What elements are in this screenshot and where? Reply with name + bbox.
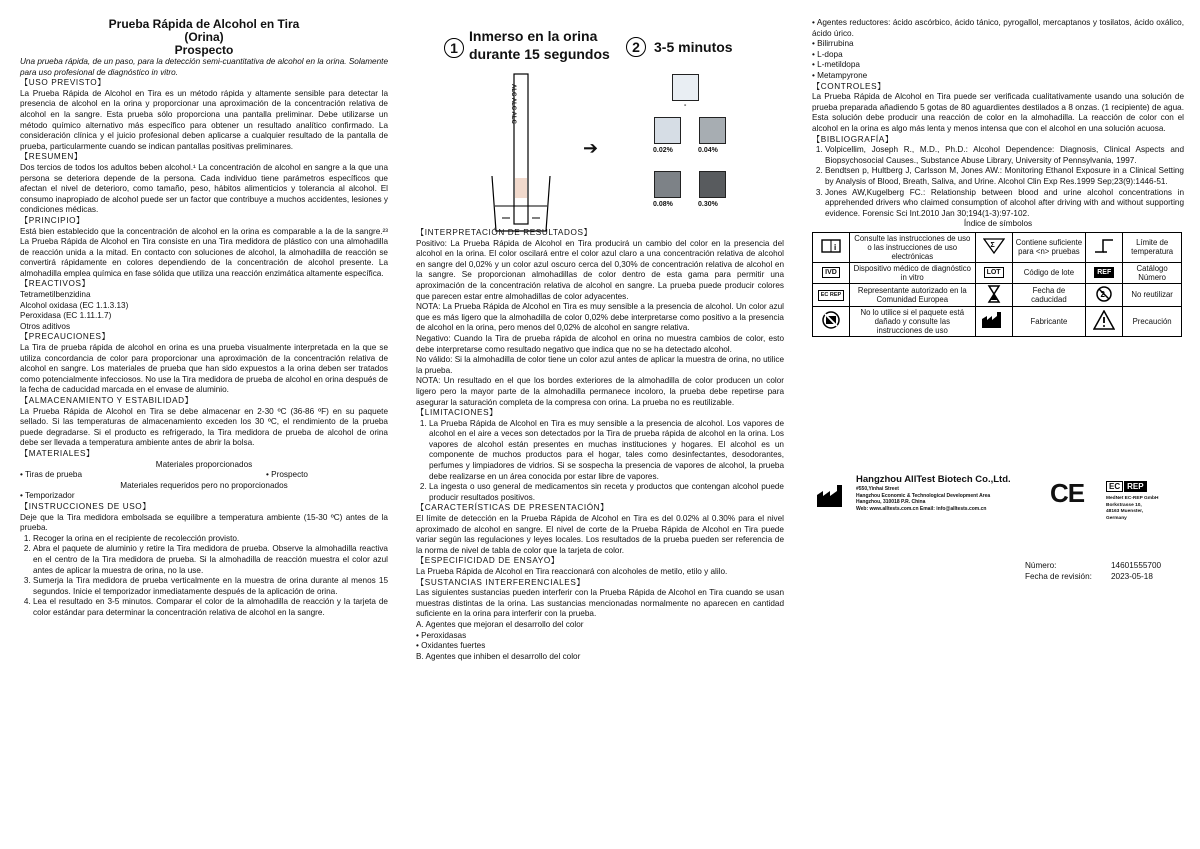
reaction-pad <box>515 178 527 198</box>
material-item: • Temporizador <box>20 491 75 501</box>
symbol-desc: Dispositivo médico de diagnóstico in vitro <box>850 262 976 283</box>
symbol-desc: No lo utilice si el paquete está dañado y consulte las instrucciones de uso <box>850 306 976 336</box>
instrucciones-text: Deje que la Tira medidora embolsada se equilibre a temperatura ambiente (15-30 ºC) antes de la prueba. <box>20 512 388 533</box>
symbol-desc: Código de lote <box>1012 262 1086 283</box>
symbol-desc: No reutilizar <box>1123 283 1182 306</box>
sustancia-item: • Oxidantes fuertes <box>416 641 486 651</box>
strip-cup-drawing <box>488 66 558 246</box>
heading-limitaciones: 【LIMITACIONES】 <box>416 408 498 418</box>
ce-mark: CE <box>1050 478 1085 508</box>
negativo-text: Negativo: Cuando la Tira de prueba rápida de alcohol en orina no muestra cambios de color, esto debe interpretarse como resultado negativo que indica que no se ha detectado alcohol. <box>416 333 784 354</box>
heading-resumen: 【RESUMEN】 <box>20 152 83 162</box>
color-pad-008 <box>654 171 681 198</box>
sustancias-group-b: B. Agentes que inhiben el desarrollo del color <box>416 651 581 661</box>
heading-bibliografia: 【BIBLIOGRAFÍA】 <box>812 134 894 144</box>
number-label: Número: <box>1025 561 1057 570</box>
heading-especificidad: 【ESPECIFICIDAD DE ENSAYO】 <box>416 556 560 566</box>
sustancia-item: • L-dopa <box>812 49 843 59</box>
symbol-desc: Consulte las instrucciones de uso o las instrucciones de uso electrónicas <box>850 232 976 262</box>
heading-principio: 【PRINCIPIO】 <box>20 215 85 225</box>
heading-controles: 【CONTROLES】 <box>812 81 886 91</box>
reactivo-item: Tetrametilbenzidina <box>20 290 91 300</box>
test-strip <box>514 74 528 224</box>
step-item: 1. Recoger la orina en el recipiente de recolección provisto. <box>33 534 388 545</box>
symbols-table <box>812 232 1182 337</box>
damaged-package-icon <box>813 306 850 336</box>
book-icon <box>813 232 850 262</box>
reactivo-item: Otros aditivos <box>20 321 71 331</box>
symbol-desc: Contiene suficiente para <n> pruebas <box>1012 232 1086 262</box>
heading-sustancias: 【SUSTANCIAS INTERFERENCIALES】 <box>416 577 586 587</box>
sustancias-text: Las siguientes sustancias pueden interferir con la Prueba Rápida de Alcohol en Tira cuando se usan muestras distintas de la orina. Las sustancias mencionadas normalmente no aparecen en cantidad suficiente en la orina para interferir con la prueba. <box>416 588 784 619</box>
reductores-text: • Agentes reductores: ácido ascórbico, ácido tánico, pyrogallol, mercaptanos y tosilatos, ácido oxálico, ácido úrico. <box>812 18 1184 38</box>
step-item: 4. Lea el resultado en 3-5 minutos. Comparar el color de la almohadilla de reacción y la tarjeta de color estándar para determinar la concentración relativa de alcohol en la sangre. <box>33 597 388 618</box>
limitacion-item: 1. La Prueba Rápida de Alcohol en Tira es muy sensible a la presencia de alcohol. Los vapores de alcohol en el aire a veces son detectados por la Tira de prueba rápida de alcohol en la orina. Los vapores de alcohol están presentes en muchas instituciones y hogares. El alcohol es un componente de muchos productos para el hogar, tales como desinfectantes, desodorantes, perfumes y limpiadores de vidrios. Si se sospecha la presencia de vapores de alcohol, la prueba debe realizarse en un área conocida por estar libre de vapores. <box>429 419 784 483</box>
caution-icon <box>1086 306 1123 336</box>
ivd-icon: IVD <box>813 262 850 283</box>
color-label-008: 0.08% <box>653 201 673 208</box>
step-item: 2. Abra el paquete de aluminio y retire la Tira medidora de prueba. Observe la almohadilla reactiva en el centro de la Tira medidora de prueba. Si la almohadilla de reacción muestra el color azul antes de aplicar la muestra de orina, no la use. <box>33 544 388 576</box>
doc-type: Prospecto <box>174 43 234 57</box>
color-label-negative: - <box>684 102 687 109</box>
bibliografia-list <box>812 145 1184 219</box>
procedure-figure <box>440 26 770 251</box>
step-item: 3. Sumerja la Tira medidora de prueba verticalmente en la muestra de orina durante al menos 15 segundos. Inicie el temporizador inmediatamente después de la aplicación de orina. <box>33 576 388 597</box>
revision-date-label: Fecha de revisión: <box>1025 572 1092 581</box>
symbol-desc: Precaución <box>1123 306 1182 336</box>
heading-caracteristicas: 【CARACTERÍSTICAS DE PRESENTACIÓN】 <box>416 503 609 513</box>
manufacturer-icon <box>816 484 852 508</box>
color-pad-002 <box>654 117 681 144</box>
manufacturer-icon <box>975 306 1012 336</box>
sustancia-item: • Metampyrone <box>812 70 868 80</box>
ec-rep-icon: EC REP <box>813 283 850 306</box>
doc-title: Prueba Rápida de Alcohol en Tira <box>108 17 300 31</box>
sigma-icon <box>975 232 1012 262</box>
step-2-number: 2 <box>626 37 646 57</box>
heading-precauciones: 【PRECAUCIONES】 <box>20 332 111 342</box>
nota-2-text: NOTA: Un resultado en el que los bordes exteriores de la almohadilla de color producen un color ligero pero la mayor parte de la almohadilla permanece incoloro, la prueba debe repetirse para asegurar la saturación completa de la compresa con orina. La prueba no es reutilizable. <box>416 376 784 407</box>
ref-icon: REF <box>1086 262 1123 283</box>
column-middle <box>416 228 784 662</box>
sigma-glyph: Σ <box>990 242 995 250</box>
limitacion-item: 2. La ingesta o uso general de medicamentos sin receta y productos que contengan alcohol puede producir resultados positivos. <box>429 482 784 503</box>
manufacturer-name: Hangzhou AllTest Biotech Co.,Ltd. <box>856 474 1011 485</box>
symbol-desc: Límite de temperatura <box>1123 232 1182 262</box>
heading-materiales: 【MATERIALES】 <box>20 448 95 458</box>
bib-item: 2. Bendtsen p, Hultberg J, Carlsson M, Jones AW.: Monitoring Ethanol Exposure in a Clinical Setting by Analysis of Blood, Breath, Saliva, and Urine. Alcohol Clin Exp Res.1999 Sep;23(9):1446-51. <box>825 166 1184 187</box>
temperature-limit-icon <box>1086 232 1123 262</box>
symbol-desc: Representante autorizado en la Comunidad Europea <box>850 283 976 306</box>
material-item: • Prospecto <box>265 470 308 480</box>
step-1-line1: Inmerso en la orina <box>469 28 598 44</box>
controles-text: La Prueba Rápida de Alcohol en Tira puede ser verificada cualitativamente usando una solución de prueba preparada añadiendo 5 gotas de 80 aguardientes destilados a 8 onzas. (1 recipiente) de agua. Esta solución debe producir una reacción de color en la almohadilla. La reacción de color con el alcohol en la orina es algo más lenta y menos intensa que con el alcohol en una solución acuosa. <box>812 92 1184 133</box>
manufacturer-block <box>814 474 1184 564</box>
revision-date-value: 2023-05-18 <box>1111 572 1153 581</box>
color-label-002: 0.02% <box>653 147 673 154</box>
materiales-provided-heading: Materiales proporcionados <box>155 459 253 469</box>
steps-list <box>20 534 388 619</box>
heading-uso: 【USO PREVISTO】 <box>20 78 107 88</box>
nota-1-text: NOTA: La Prueba Rápida de Alcohol en Tira es muy sensible a la presencia de alcohol. Un color azul que es más ligero que la almohadilla de color 0,02% debe interpretarse como positivo a la presencia de alcohol en la orina, pero menos del 0,02% de alcohol en sangre relativa. <box>416 302 784 333</box>
column-right <box>812 18 1184 337</box>
materiales-required-heading: Materiales requeridos pero no proporcionados <box>120 480 288 490</box>
hourglass-icon <box>975 283 1012 306</box>
svg-text:2: 2 <box>1100 289 1106 299</box>
ec-rep-block: EC REP MedNet EC-REP GmbH Borkstrasse 10, 48163 Muenster, Germany <box>1106 482 1159 521</box>
sustancia-item: • L-metildopa <box>812 60 860 70</box>
number-value: 14601555700 <box>1111 561 1162 570</box>
no-reuse-icon <box>1086 283 1123 306</box>
heading-interpretacion: 【INTERPRETACIÓN DE RESULTADOS】 <box>416 228 593 237</box>
column-left <box>20 18 388 618</box>
doc-subtitle: (Orina) <box>184 30 224 44</box>
sustancia-item: • Peroxidasas <box>416 630 467 640</box>
symbols-title: Índice de símbolos <box>963 219 1033 229</box>
principio-text: Está bien establecido que la concentración de alcohol en la orina es comparable a la de la sangre.²³ La Prueba Rápida de Alcohol en Tira consiste en una Tira medidora de plástico con una almohadilla de reacción unida a la mitad. En contacto con soluciones de alcohol, la almohadilla de reacción se convertirá rápidamente en colores dependiendo de la concentración de alcohol presente. La almohadilla emplea química en fase sólida que utiliza una reacción enzimática altamente específica. <box>20 226 388 278</box>
color-pad-004 <box>699 117 726 144</box>
uso-text: La Prueba Rápida de Alcohol en Tira es un método rápida y altamente sensible para detectar la presencia de alcohol en la orina y proporcionar una aproximación de la concentración relativa de alcohol en la sangre. Esta prueba sólo proporciona una pantalla preliminar. Debe utilizarse un método químico alternativo más específico para obtener un resultado analítico confirmado. La consideración clínica y el juicio profesional deben aplicarse a cualquier resultado de la pantalla de prueba, particularmente cuando se indican pantallas positivas preliminares. <box>20 88 388 151</box>
arrow-icon: ➔ <box>583 138 599 158</box>
precauciones-text: La Tira de prueba rápida de alcohol en orina es una prueba visualmente interpretada en la que se utiliza concordancia de color para proporcionar una aproximación de la concentración relativa de alcohol en sangre. Los materiales de prueba que han sido expuestos a la orina deben ser tratados como potencialmente infecciosos. No use la Tira medidora de prueba de alcohol en orina después de la fecha de caducidad marcada en el envase de aluminio. <box>20 343 388 395</box>
heading-instrucciones: 【INSTRUCCIONES DE USO】 <box>20 501 152 511</box>
color-label-030: 0.30% <box>698 201 718 208</box>
intro-text: Una prueba rápida, de un paso, para la detección semi-cuantitativa de alcohol en la orina. Solamente para uso profesional de diagnóstico in vitro. <box>20 57 388 77</box>
manufacturer-address: #550,Yinhai Street Hangzhou Economic & Technological Development Area Hangzhou, 310018 P.R. China Web: www.alltests.com.cn Email: info@alltests.com.cn <box>856 486 991 512</box>
limitaciones-list <box>416 419 784 504</box>
sustancias-group-a: A. Agentes que mejoran el desarrollo del color <box>416 619 584 629</box>
especificidad-text: La Prueba Rápida de Alcohol en Tira reaccionará con alcoholes de metilo, etilo y alilo. <box>416 567 728 576</box>
heading-almacenamiento: 【ALMACENAMIENTO Y ESTABILIDAD】 <box>20 396 194 405</box>
color-pad-030 <box>699 171 726 198</box>
resumen-text: Dos tercios de todos los adultos beben alcohol.¹ La concentración de alcohol en sangre a la que una persona se deteriora depende de la persona. Cada individuo tiene parámetros específicos que afectan el nivel de deterioro, como tamaño, peso, hábitos alimenticios y tolerancia al alcohol. El consumo inapropiado de alcohol puede ser un factor que contribuye a muchos accidentes, lesiones y condiciones médicas. <box>20 162 388 215</box>
no-valido-text: No válido: Si la almohadilla de color tiene un color azul antes de aplicar la muestra de orina, no utilice la prueba. <box>416 355 784 375</box>
heading-reactivos: 【REACTIVOS】 <box>20 279 91 289</box>
reactivo-item: Peroxidasa (EC 1.11.1.7) <box>20 311 112 321</box>
positivo-text: Positivo: La Prueba Rápida de Alcohol en Tira producirá un cambio del color en la presencia del alcohol en la orina. El color oscilará entre el color azul claro a una concentración relativa de alcohol en sangre del 0,02% y un color azul oscuro cerca del 0,30% de concentración relativa de alcohol en la sangre. Se proporcionan almohadillas de color dentro de esta gama para permitir una aproximación de la concentración relativa de alcohol en sangre. La prueba puede producir colores que parecen estar entre almohadillas de color adyacentes. <box>416 238 784 301</box>
sustancia-item: • Bilirrubina <box>812 39 854 49</box>
ec-rep-address: MedNet EC-REP GmbH Borkstrasse 10, 48163 Muenster, Germany <box>1106 496 1159 521</box>
step-1-number: 1 <box>444 38 464 58</box>
step-2-text: 3-5 minutos <box>654 39 733 55</box>
lot-icon: LOT <box>975 262 1012 283</box>
material-item: • Tiras de prueba <box>20 470 83 480</box>
caracteristicas-text: El límite de detección en la Prueba Rápida de Alcohol en Tira es del 0.02% al 0.30% para el nivel aproximado de alcohol en sangre. El nivel de corte de la Prueba Rápida de Alcohol en Tira puede variar según las regulaciones y leyes locales. Los resultados de la prueba pueden ser referencia de la norma de nivel de tabla de color que la tarjeta de color. <box>416 514 784 555</box>
step-1-line2: durante 15 segundos <box>469 46 610 62</box>
reactivo-item: Alcohol oxidasa (EC 1.1.3.13) <box>20 300 129 310</box>
bib-item: 1. Volpicellim, Joseph R., M.D., Ph.D.: Alcohol Dependence: Diagnosis, Clinical Aspects and Biopsychosocial Causes., Substance Abuse Library, University of Pennsylvania, 1997. <box>825 145 1184 166</box>
strip-label: ALC ALC ALC <box>510 84 516 124</box>
bib-item: 3. Jones AW,Kugelberg FC.: Relationship between blood and urine alcohol concentrations in apprehended drivers who claimed consumption of alcohol after driving with and without supporting evidence. Forensic Sci Int.2010 Jan 30;194(1-3):97-102. <box>825 188 1184 220</box>
svg-text:i: i <box>834 243 837 253</box>
symbol-desc: Fecha de caducidad <box>1012 283 1086 306</box>
symbol-desc: Fabricante <box>1012 306 1086 336</box>
symbol-desc: Catálogo Número <box>1123 262 1182 283</box>
document-number-block <box>1025 560 1161 582</box>
color-pad-negative <box>672 74 699 101</box>
almacenamiento-text: La Prueba Rápida de Alcohol en Tira se debe almacenar en 2-30 ºC (36-86 ºF) en su paquete sellado. Si las temperaturas de almacenamiento exceden los 30 ºC, el rendimiento de la prueba puede degradarse. Si el producto es refrigerado, la Tira medidora de prueba de alcohol de orina debe ser llevada a temperatura ambiente antes de abrir la bolsa. <box>20 406 388 448</box>
color-label-004: 0.04% <box>698 147 718 154</box>
